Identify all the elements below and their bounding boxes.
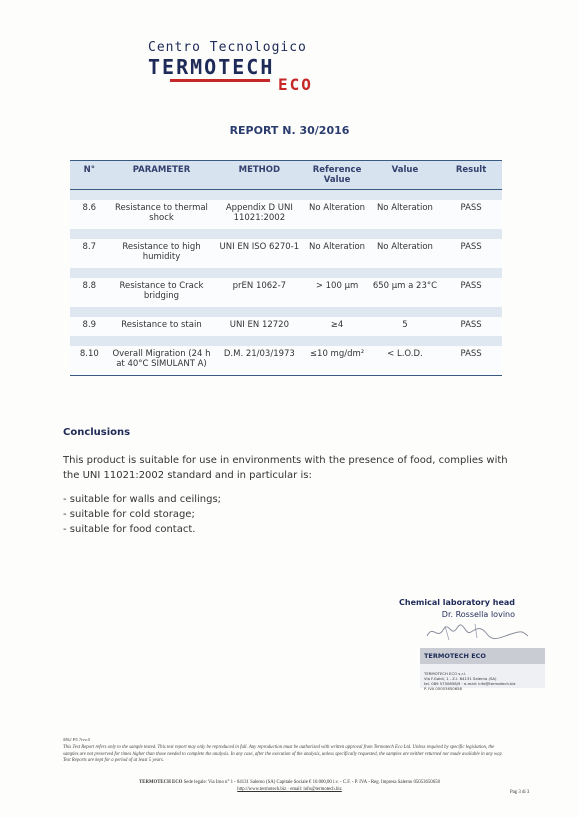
col-header-parameter: PARAMETER [109,161,215,190]
cell-n: 8.9 [70,317,109,336]
cell-n: 8.7 [70,239,109,268]
cell-result: PASS [440,278,502,307]
table-row [70,278,502,307]
company-legal-info [0,780,579,785]
col-header-reference: Reference Value [304,161,369,190]
signatory-name: Dr. Rossella Iovino [441,610,515,619]
cell-result: PASS [440,346,502,376]
conclusions-text: This product is suitable for use in environments with the presence of food, complies with the UNI 11021:2002 standard and in particular is: [63,455,508,481]
cell-method: UNI EN 12720 [214,317,304,336]
cell-result: PASS [440,239,502,268]
cell-value: < L.O.D. [370,346,440,376]
col-header-method: METHOD [214,161,304,190]
cell-method: Appendix D UNI 11021:2002 [214,200,304,229]
stamp-line: TERMOTECH ECO s.r.l. [424,671,467,676]
table-row [70,317,502,336]
disclaimer-text: This Test Report refers only to the sample tested. This test report may only be reproduced in full. Any reproduction must be authorized with written approval from Termotech Eco Ltd. Unless required by specific legislation, the samples are not preserved for times higher than those needed to complete the analysis. In any case, after the execution of the analysis, unless specifically requested, the samples are neither returned nor made available in any way. Test Reports are kept for a period of at least 5 years. [63,745,503,764]
document-code: M02 P5.7rev.0 [63,737,90,742]
logo-line-3: ECO [278,75,313,94]
conclusions-heading: Conclusions [63,427,131,438]
col-header-value: Value [370,161,440,190]
cell-parameter: Resistance to Crack bridging [109,278,215,307]
cell-method: D.M. 21/03/1973 [214,346,304,376]
table-header-row [70,161,502,190]
stamp-line: P. IVA 05053650658 [424,686,462,691]
conclusion-bullet: - suitable for walls and ceilings; [63,494,222,505]
cell-result: PASS [440,200,502,229]
cell-parameter: Resistance to high humidity [109,239,215,268]
row-spacer [70,268,502,278]
stamp-line: Via F.Galdi, 1 - Z.I. 84131 Salerno (SA) [424,676,497,681]
cell-value: No Alteration [370,200,440,229]
stamp-title: TERMOTECH ECO [424,652,486,660]
report-title: REPORT N. 30/2016 [229,124,350,137]
cell-parameter: Resistance to stain [109,317,215,336]
col-header-n: N° [70,161,109,190]
cell-reference: No Alteration [304,239,369,268]
cell-value: 650 µm a 23°C [370,278,440,307]
cell-result: PASS [440,317,502,336]
signatory-role: Chemical laboratory head [399,598,515,607]
handwritten-signature [425,620,530,644]
company-details: Sede legale: Via Irno n° 1 - 84131 Salerno (SA) Capitale Sociale € 10.000,00 i.v. - C.F. - P. IVA - Reg. Impresa Salerno 05053650658 [182,780,440,785]
table-row [70,239,502,268]
cell-value: No Alteration [370,239,440,268]
company-name: TERMOTECH ECO [139,780,183,785]
table-row [70,200,502,229]
logo-divider [170,79,270,82]
cell-parameter: Resistance to thermal shock [109,200,215,229]
logo-line-2: TERMOTECH [148,55,275,79]
cell-reference: ≤10 mg/dm² [304,346,369,376]
row-spacer [70,307,502,317]
page-number: Pag 3 di 3 [510,790,530,795]
logo-line-1: Centro Tecnologico [148,40,307,55]
cell-n: 8.8 [70,278,109,307]
results-table [70,160,502,376]
cell-reference: ≥4 [304,317,369,336]
row-spacer [70,336,502,346]
cell-n: 8.6 [70,200,109,229]
cell-method: prEN 1062-7 [214,278,304,307]
cell-method: UNI EN ISO 6270-1 [214,239,304,268]
cell-reference: No Alteration [304,200,369,229]
row-spacer [70,190,502,201]
conclusion-bullet: - suitable for food contact. [63,524,196,535]
cell-n: 8.10 [70,346,109,376]
stamp-line: tel. 089 5750658/9 · e-mail: info@termotech.biz [424,681,516,686]
col-header-result: Result [440,161,502,190]
company-website-link[interactable]: http://www.termotech.biz · email: info@termotech.biz [237,787,342,792]
row-spacer [70,229,502,239]
cell-reference: > 100 µm [304,278,369,307]
cell-value: 5 [370,317,440,336]
cell-parameter: Overall Migration (24 h at 40°C SIMULANT A) [109,346,215,376]
conclusion-bullet: - suitable for cold storage; [63,509,195,520]
table-row [70,346,502,376]
